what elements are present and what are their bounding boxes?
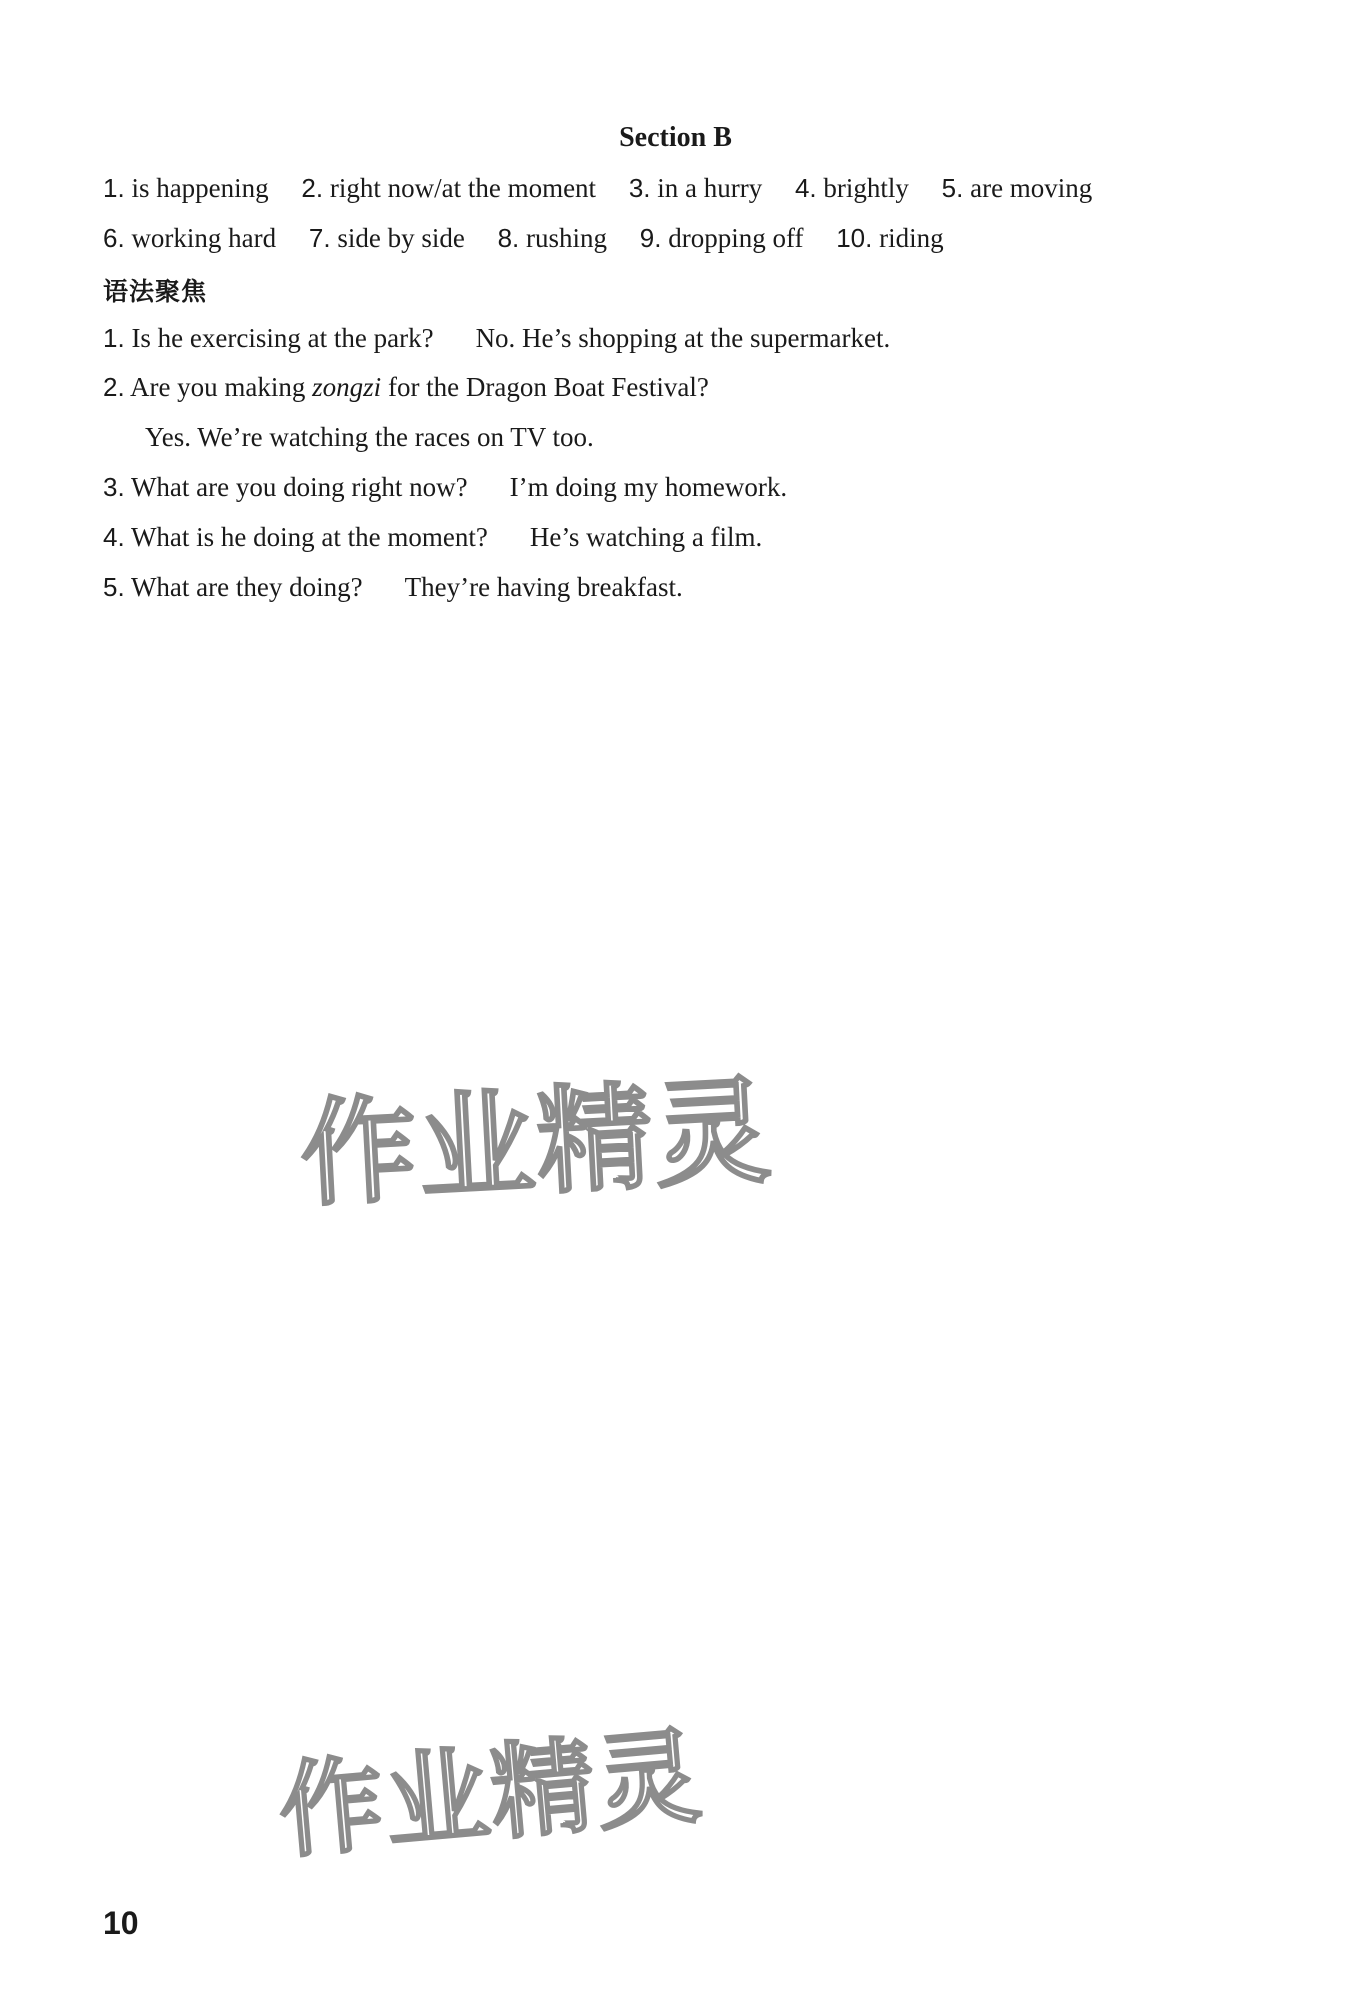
answer-item: 9. dropping off: [639, 223, 804, 253]
answer-item: 5. are moving: [941, 173, 1093, 203]
answer-item: 2. right now/at the moment: [301, 173, 597, 203]
grammar-heading: 语法聚焦: [103, 277, 208, 306]
watermark: 作业精灵: [297, 1063, 776, 1224]
answer-item: 8. rushing: [497, 223, 608, 253]
answers-row-2: [103, 218, 970, 258]
grammar-item: 3. What are you doing right now? I’m doing my homework.: [103, 472, 788, 502]
answer-item: 6. working hard: [103, 223, 277, 253]
page-number: 10: [103, 1905, 139, 1941]
watermark: 作业精灵: [274, 1714, 708, 1874]
answer-item: 7. side by side: [308, 223, 465, 253]
grammar-item: 4. What is he doing at the moment? He’s watching a film.: [103, 522, 763, 552]
grammar-item: 5. What are they doing? They’re having breakfast.: [103, 572, 683, 602]
answers-row-1: [103, 168, 1118, 208]
grammar-item: 2. Are you making zongzi for the Dragon Boat Festival?: [103, 372, 709, 402]
grammar-answer: Yes. We’re watching the races on TV too.: [145, 422, 594, 452]
answer-item: 3. in a hurry: [628, 173, 763, 203]
answer-item: 4. brightly: [794, 173, 909, 203]
grammar-item: 1. Is he exercising at the park? No. He’s shopping at the supermarket.: [103, 323, 891, 353]
section-title: Section B: [619, 122, 732, 153]
answer-item: 10. riding: [836, 223, 944, 253]
answer-item: 1. is happening: [103, 173, 269, 203]
